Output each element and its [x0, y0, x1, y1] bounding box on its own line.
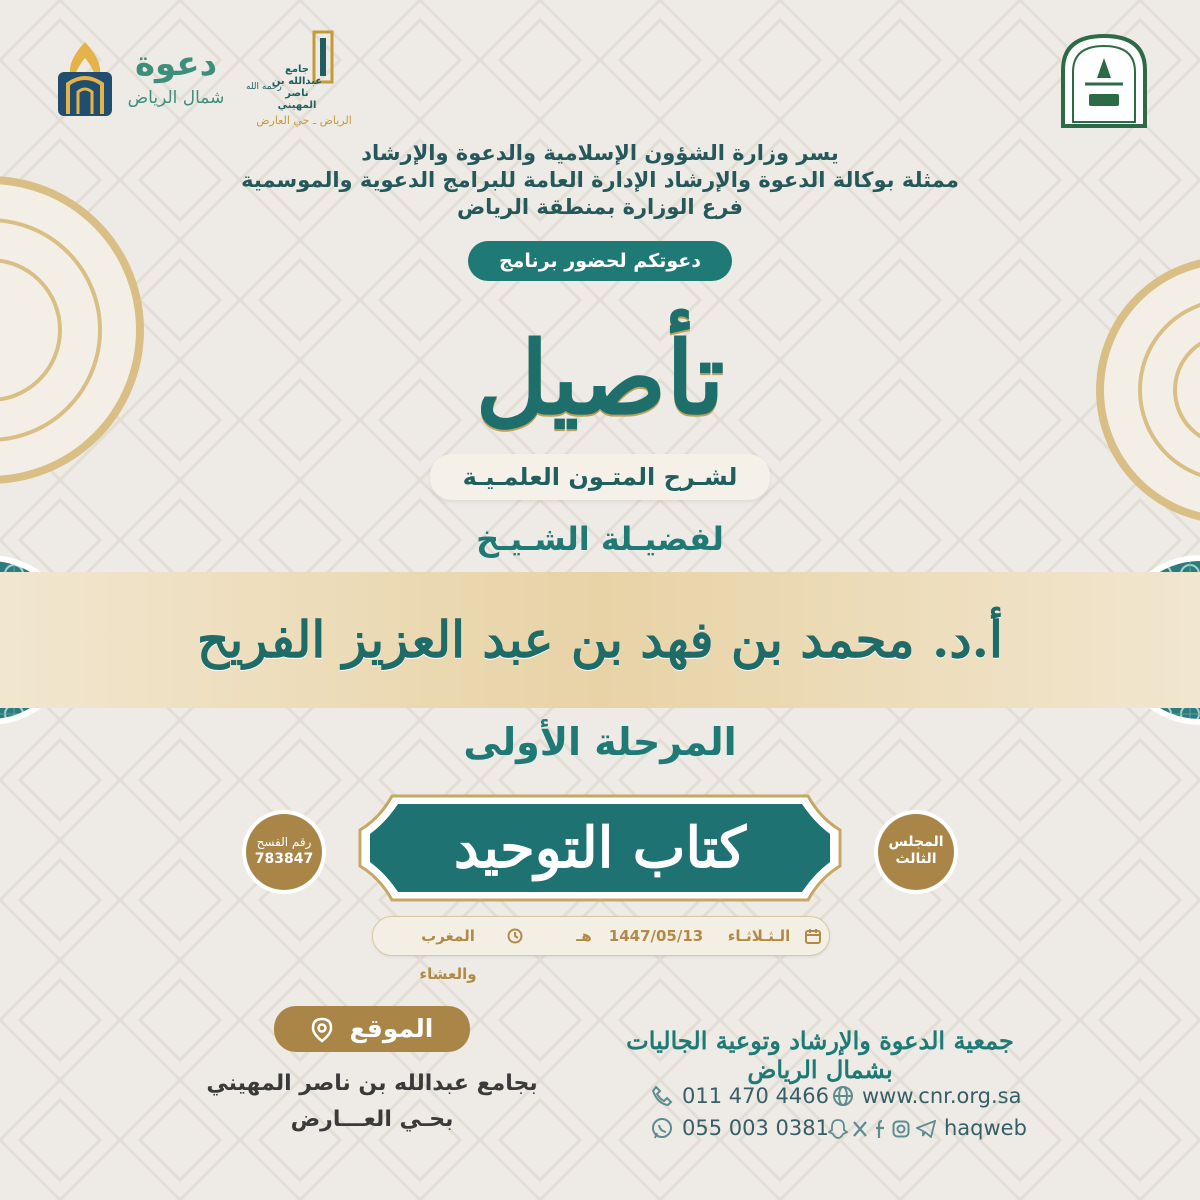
location-address — [200, 1066, 544, 1138]
dawah-logo-icon — [54, 42, 116, 118]
location-line: بحـي العـــارض — [290, 1107, 454, 1132]
ministry-emblem — [1055, 30, 1153, 130]
invitation-line: ممثلة بوكالة الدعوة والإرشاد الإدارة العامة للبرامج الدعوية والموسمية — [241, 168, 959, 192]
invitation-line: يسر وزارة الشؤون الإسلامية والدعوة والإرشاد — [361, 141, 839, 165]
instagram-icon — [892, 1120, 910, 1138]
schedule-date: 1447/05/13 — [608, 927, 704, 945]
permit-label: رقم الفسح — [256, 835, 312, 849]
association-name: جمعية الدعوة والإرشاد وتوعية الجاليات بشمال الرياض — [626, 1026, 1014, 1084]
invite-pill: دعوتكم لحضور برنامج — [468, 241, 732, 281]
facebook-icon — [874, 1119, 886, 1139]
dawah-logo-region: شمال الرياض — [127, 88, 225, 108]
invitation-line: فرع الوزارة بمنطقة الرياض — [456, 195, 744, 219]
permit-number: 783847 — [254, 851, 314, 867]
globe-icon — [832, 1085, 854, 1107]
mosque-logo-note: رحمه الله — [246, 82, 282, 92]
permit-badge — [246, 814, 322, 890]
website: www.cnr.org.sa — [862, 1084, 1022, 1108]
dawah-logo-word: دعوة — [134, 44, 218, 84]
social-icons — [828, 1118, 936, 1140]
calendar-icon — [805, 928, 821, 944]
stage-title: المرحلة الأولى — [463, 720, 737, 764]
session-line: المجلس — [888, 834, 944, 850]
mosque-logo — [246, 28, 362, 130]
clock-icon — [507, 928, 523, 944]
session-line: الثالث — [895, 851, 937, 867]
whatsapp-number: 055 003 0381 — [682, 1116, 829, 1140]
sheikh-name: أ.د. محمد بن فهد بن عبد العزيز الفريح — [197, 610, 1003, 669]
mosque-logo-location: الرياض ـ حي العارض — [256, 114, 352, 127]
mosque-name-line: المهيني — [277, 100, 317, 111]
schedule-bar — [372, 916, 830, 983]
phone-icon — [650, 1085, 674, 1107]
schedule-day: الـثـلاثـاء — [727, 927, 791, 945]
mosque-name-line: جامع — [285, 64, 309, 75]
schedule-date-suffix: هـ — [576, 927, 592, 945]
phone-number: 011 470 4466 — [682, 1084, 829, 1108]
x-icon — [852, 1120, 868, 1138]
program-title: تأصيل — [475, 319, 725, 437]
snapchat-icon — [828, 1118, 848, 1140]
whatsapp-icon — [650, 1117, 674, 1141]
invitation-text — [180, 140, 1020, 221]
dawah-logo — [54, 42, 234, 122]
book-title: كتاب التوحيد — [453, 815, 747, 881]
session-badge — [878, 814, 954, 890]
social-handle: haqweb — [944, 1116, 1027, 1140]
location-label-text: الموقع — [349, 1014, 434, 1043]
program-subtitle: لشـرح المتـون العلمـيـة — [430, 454, 770, 500]
location-pin-icon — [311, 1017, 333, 1043]
telegram-icon — [916, 1120, 936, 1138]
location-label — [274, 1006, 470, 1052]
location-line: بجامع عبدالله بن ناصر المهيني — [206, 1071, 538, 1096]
schedule-time: المغرب والعشاء — [419, 927, 477, 983]
sheikh-label: لفضيـلة الشـيـخ — [476, 520, 724, 558]
mosque-name-line: عبدالله بن ناصر — [271, 76, 323, 99]
